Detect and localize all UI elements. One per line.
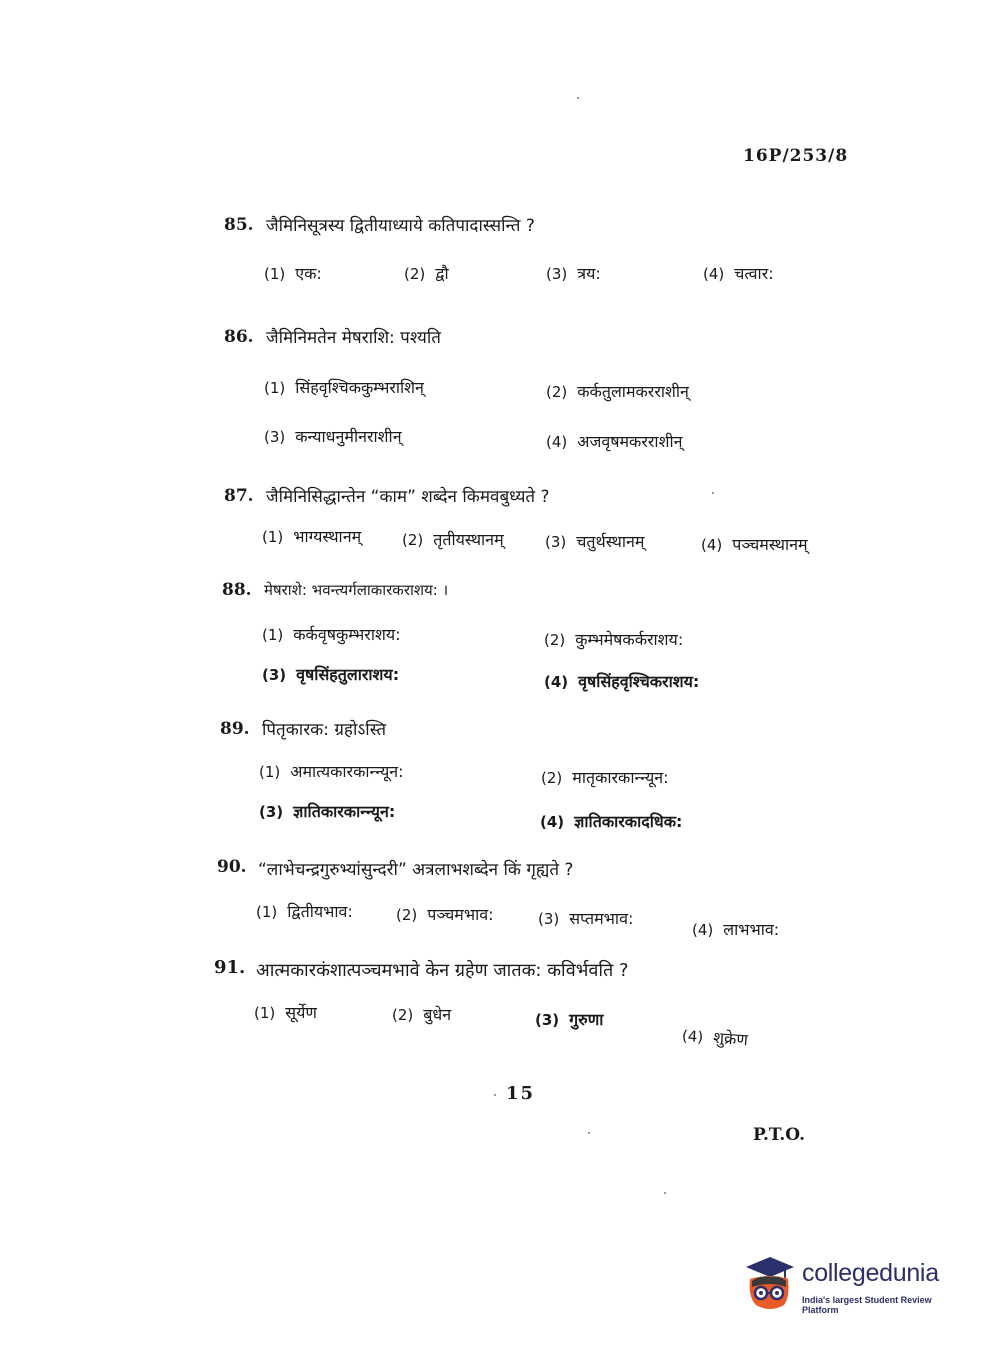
option	[538, 907, 633, 929]
option-text: मातृकारकान्न्यून:	[572, 768, 669, 787]
option	[262, 663, 399, 685]
option-text: सिंहवृश्चिककुम्भराशिन्	[295, 378, 424, 397]
option-number: (2)	[402, 531, 424, 549]
option-number: (4)	[546, 433, 568, 451]
option	[545, 530, 644, 552]
option-number: (3)	[545, 533, 567, 551]
option-text: शुक्रेण	[712, 1027, 749, 1050]
question-number: 90.	[217, 857, 247, 877]
option-text: चतुर्थस्थानम्	[576, 532, 645, 551]
option-number: (2)	[404, 265, 426, 283]
option-number: (1)	[264, 265, 286, 283]
option	[402, 528, 504, 550]
scan-speck	[494, 1094, 496, 1096]
option	[701, 533, 808, 555]
option-text: ज्ञातिकारकान्न्यून:	[293, 802, 396, 821]
option	[544, 628, 683, 650]
option	[264, 262, 322, 284]
option	[259, 760, 404, 782]
option-number: (4)	[701, 536, 723, 554]
option-text: तृतीयस्थानम्	[433, 530, 504, 549]
scan-speck	[664, 1192, 666, 1194]
option-text: कन्याधनुमीनराशीन्	[295, 427, 402, 446]
option-text: लाभभाव:	[723, 920, 780, 939]
question-text: पितृकारक: ग्रहोऽस्ति	[262, 720, 387, 740]
option-number: (2)	[546, 383, 568, 401]
option-number: (3)	[546, 265, 568, 283]
option	[546, 380, 689, 402]
option-text: बुधेन	[423, 1005, 452, 1024]
question-text: मेषराशे: भवन्त्यर्गलाकारकराशय: ।	[264, 581, 449, 599]
option	[264, 425, 402, 447]
option	[546, 262, 601, 284]
option	[396, 903, 494, 925]
option-number: (2)	[396, 906, 418, 924]
question-text: “लाभेचन्द्रगुरुभ्यांसुन्दरी” अत्रलाभशब्देन किं गृह्यते ?	[258, 860, 574, 880]
scan-speck	[712, 492, 714, 494]
question-text: जैमिनिसिद्धान्तेन “काम” शब्देन किमवबुध्यते ?	[266, 487, 550, 507]
option-number: (3)	[264, 428, 286, 446]
option	[259, 800, 395, 822]
option	[692, 918, 779, 940]
option-text: कर्कतुलामकरराशीन्	[577, 382, 689, 401]
option-text: कुम्भमेषकर्कराशय:	[575, 630, 684, 649]
option-number: (3)	[538, 910, 560, 928]
option-text: पञ्चमस्थानम्	[732, 535, 808, 554]
option-number: (1)	[262, 528, 284, 546]
question-number: 88.	[222, 580, 252, 600]
option	[254, 1001, 317, 1023]
question-number: 87.	[224, 486, 254, 506]
question-number: 89.	[220, 719, 250, 739]
option	[703, 262, 774, 284]
option	[262, 623, 401, 645]
paper-code: 16P/253/8	[743, 146, 849, 166]
option-text: गुरुणा	[569, 1010, 604, 1029]
option-number: (4)	[692, 921, 714, 939]
option-number: (1)	[262, 626, 284, 644]
option	[541, 766, 669, 788]
student-mascot-icon	[740, 1253, 800, 1315]
option-number: (3)	[262, 666, 287, 684]
option	[264, 376, 424, 398]
option	[535, 1008, 603, 1030]
option-text: द्वितीयभाव:	[287, 902, 353, 921]
option-text: सूर्येण	[285, 1003, 317, 1022]
option	[262, 525, 361, 547]
option-text: चत्वार:	[734, 264, 774, 283]
option-text: ज्ञातिकारकादधिक:	[574, 812, 683, 831]
option	[404, 262, 449, 284]
option	[256, 900, 353, 922]
option-number: (4)	[540, 813, 565, 831]
option-number: (4)	[703, 265, 725, 283]
option-number: (1)	[259, 763, 281, 781]
option-text: त्रय:	[577, 264, 601, 283]
option-number: (2)	[544, 631, 566, 649]
option-text: वृषसिंहवृश्चिकराशय:	[578, 672, 700, 691]
option	[546, 430, 682, 452]
option	[544, 670, 699, 692]
option	[540, 810, 682, 832]
option-text: पञ्चमभाव:	[427, 905, 494, 924]
scan-speck	[577, 97, 579, 99]
option	[392, 1003, 451, 1025]
option	[681, 1024, 748, 1051]
option-number: (1)	[264, 379, 286, 397]
option-number: (4)	[544, 673, 569, 691]
scan-speck	[588, 1132, 590, 1134]
option-text: अमात्यकारकान्न्यून:	[290, 762, 404, 781]
question-number: 91.	[214, 957, 246, 978]
brand-tagline: India's largest Student Review Platform	[802, 1295, 932, 1315]
option-number: (4)	[681, 1026, 704, 1047]
option-text: वृषसिंहतुलाराशय:	[296, 665, 400, 684]
option-number: (3)	[535, 1011, 560, 1029]
question-text: आत्मकारकंशात्पञ्चमभावे केन ग्रहेण जातक: कविर्भवति ?	[256, 960, 629, 981]
option-text: सप्तमभाव:	[569, 909, 634, 928]
option-text: द्वौ	[435, 264, 449, 283]
option-text: अजवृषमकरराशीन्	[577, 432, 683, 451]
option-text: एक:	[295, 264, 322, 283]
brand-name: collegedunia	[802, 1259, 939, 1287]
collegedunia-watermark	[740, 1253, 968, 1315]
option-number: (2)	[392, 1006, 414, 1024]
option-number: (1)	[254, 1004, 276, 1022]
option-number: (1)	[256, 903, 278, 921]
option-number: (2)	[541, 769, 563, 787]
question-number: 86.	[224, 327, 254, 347]
question-text: जैमिनिमतेन मेषराशि: पश्यति	[266, 328, 441, 348]
option-text: भाग्यस्थानम्	[293, 527, 362, 546]
option-number: (3)	[259, 803, 284, 821]
question-text: जैमिनिसूत्रस्य द्वितीयाध्याये कतिपादास्सन्ति ?	[266, 216, 535, 236]
option-text: कर्कवृषकुम्भराशय:	[293, 625, 401, 644]
pto-label: P.T.O.	[753, 1125, 805, 1145]
question-number: 85.	[224, 215, 254, 235]
page-number: 15	[506, 1083, 536, 1104]
